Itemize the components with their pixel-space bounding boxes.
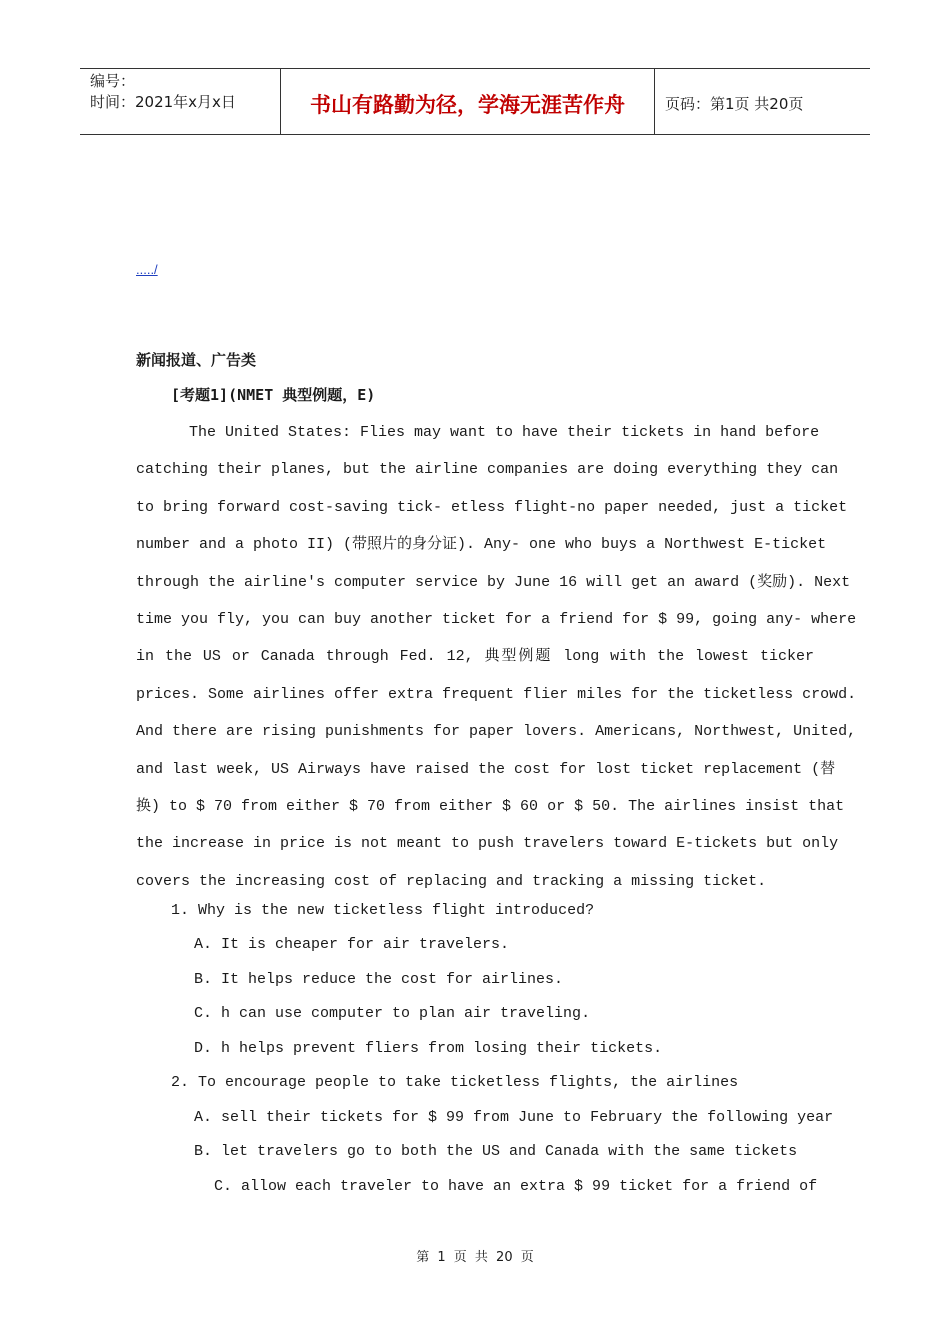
- passage-line: prices. Some airlines offer extra frequent flier miles for the ticketless crowd.: [136, 685, 857, 703]
- header-page-label: 页码：第1页 共20页: [665, 95, 804, 113]
- question-2-option-b: B. let travelers go to both the US and Canada with the same tickets: [194, 1143, 798, 1160]
- passage-line: through the airline's computer service by June 16 will get an award (奖励). Next: [136, 573, 851, 591]
- header-date-label: 时间：2021年x月x日: [90, 93, 236, 111]
- passage-line: and last week, US Airways have raised the cost for lost ticket replacement (替: [136, 760, 836, 778]
- question-2-option-a: A. sell their tickets for $ 99 from June to February the following year: [194, 1109, 834, 1126]
- header-motto: 书山有路勤为径，学海无涯苦作舟: [281, 69, 655, 134]
- passage-line: catching their planes, but the airline companies are doing everything they can: [136, 461, 839, 479]
- passage-line: And there are rising punishments for paper lovers. Americans, Northwest, United,: [136, 723, 857, 741]
- passage-line: The United States: Flies may want to have their tickets in hand before: [189, 424, 820, 441]
- question-1: 1. Why is the new ticketless flight introduced?: [171, 902, 595, 919]
- header-number-label: 编号：: [90, 72, 136, 90]
- section-title: 新闻报道、广告类: [136, 351, 257, 369]
- question-1-option-b: B. It helps reduce the cost for airlines.: [194, 971, 564, 988]
- question-1-option-d: D. h helps prevent fliers from losing their tickets.: [194, 1040, 663, 1057]
- document-link[interactable]: ...../: [136, 262, 158, 277]
- question-1-option-c: C. h can use computer to plan air traveling.: [194, 1005, 591, 1022]
- passage-line: to bring forward cost-saving tick- etless flight-no paper needed, just a ticket: [136, 498, 848, 516]
- question-1-option-a: A. It is cheaper for air travelers.: [194, 936, 510, 953]
- passage-line: covers the increasing cost of replacing and tracking a missing ticket.: [136, 872, 767, 890]
- passage-line: the increase in price is not meant to push travelers toward E-tickets but only: [136, 835, 839, 853]
- question-2-option-c: C. allow each traveler to have an extra $ 99 ticket for a friend of: [214, 1178, 818, 1195]
- passage: [136, 414, 857, 900]
- passage-line: in the US or Canada through Fed. 12, 典型例题 long with the lowest ticker: [136, 648, 814, 666]
- exam-title: [考题1](NMET 典型例题，E): [171, 386, 376, 404]
- page-footer: 第 1 页 共 20 页: [416, 1250, 534, 1265]
- passage-line: time you fly, you can buy another ticket for a friend for $ 99, going any- where: [136, 610, 857, 628]
- page-header: [80, 68, 870, 135]
- header-info-cell: [80, 69, 281, 134]
- question-2: 2. To encourage people to take ticketless flights, the airlines: [171, 1074, 739, 1091]
- passage-line: 换) to $ 70 from either $ 70 from either $ 60 or $ 50. The airlines insist that: [136, 797, 845, 815]
- passage-line: number and a photo II) (带照片的身分证). Any- one who buys a Northwest E-ticket: [136, 536, 827, 554]
